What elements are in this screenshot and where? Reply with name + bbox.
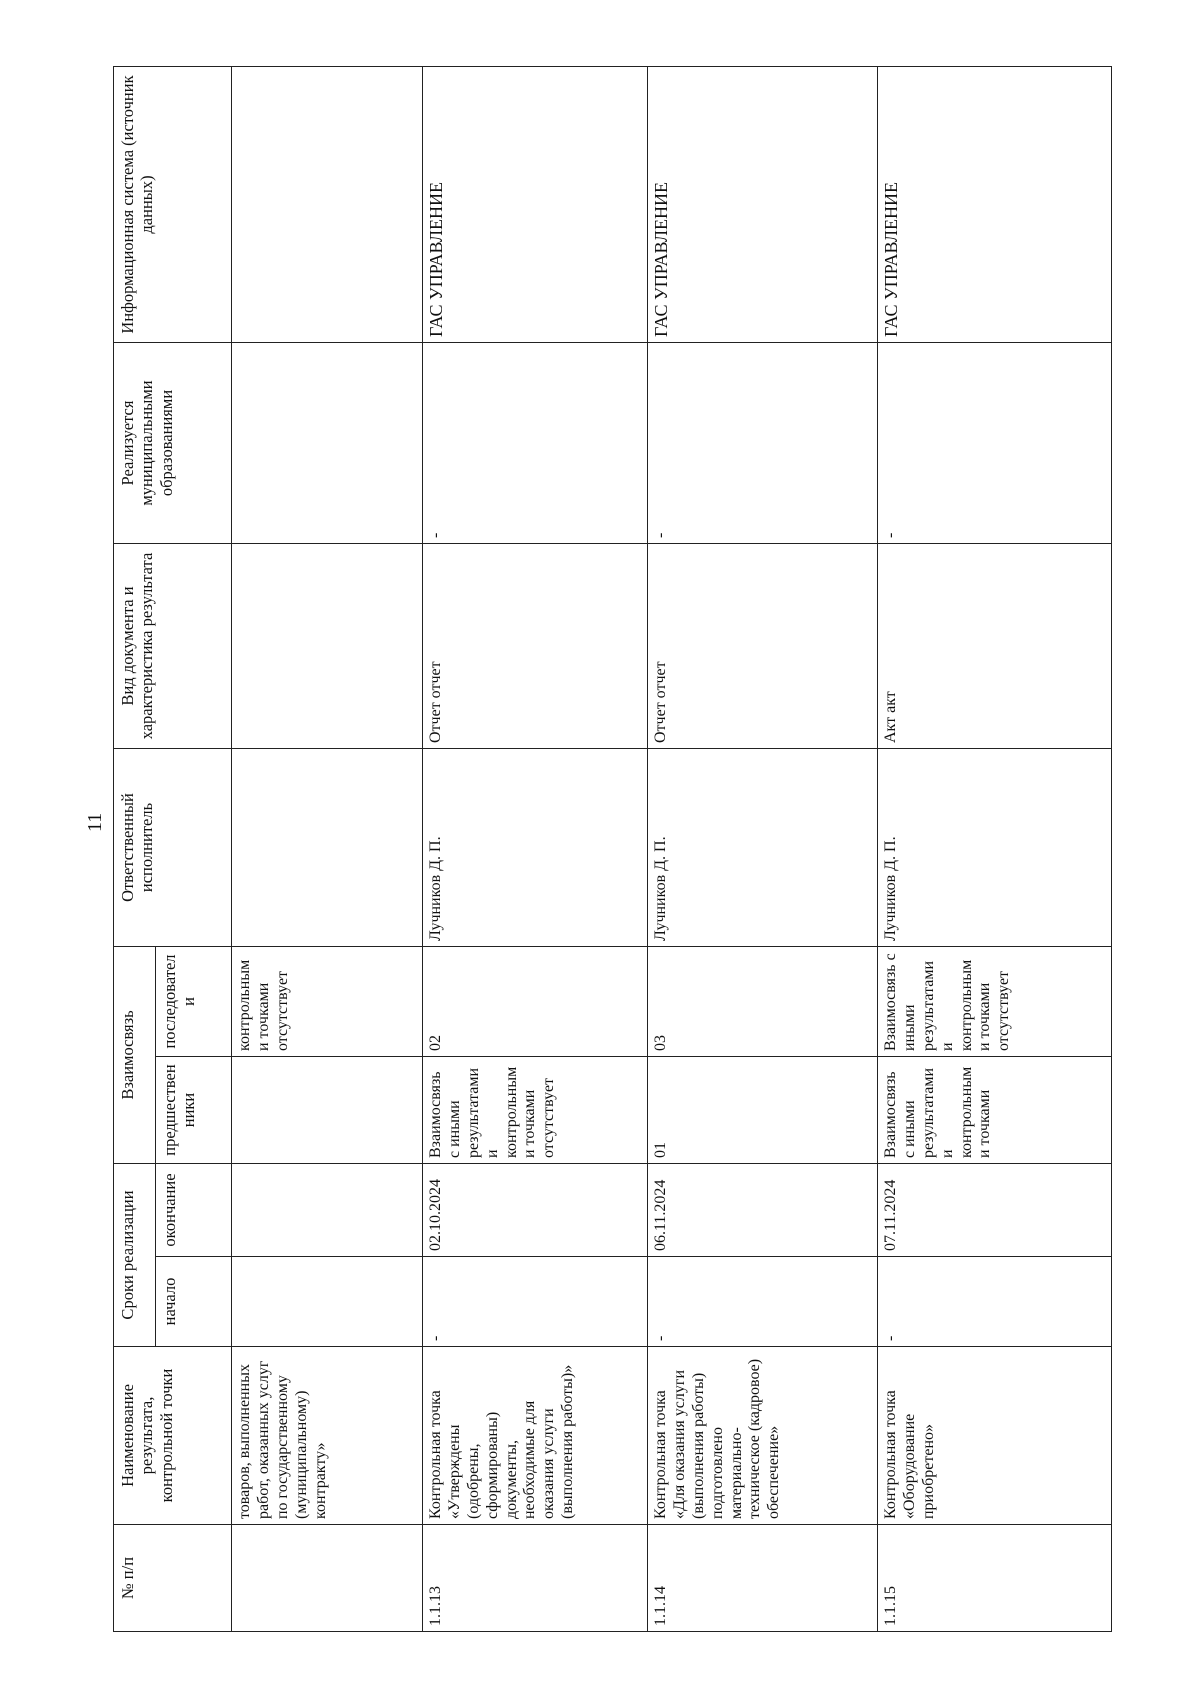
row-num: 1.1.13	[423, 1525, 648, 1632]
row-start: -	[423, 1257, 648, 1347]
row-municipal: -	[648, 343, 878, 544]
table-row	[423, 67, 648, 1632]
row-system: ГАС УПРАВЛЕНИЕ	[878, 67, 1112, 343]
row-predecessors	[232, 1057, 423, 1164]
row-successors: контрольными точками отсутствует	[232, 947, 423, 1057]
row-doc: Отчет отчет	[648, 544, 878, 749]
row-doc: Отчет отчет	[423, 544, 648, 749]
row-num: 1.1.15	[878, 1525, 1112, 1632]
page-number: 11	[84, 812, 106, 832]
row-executor: Лучников Д. П.	[423, 749, 648, 947]
header-successors: последователи	[156, 947, 232, 1057]
row-doc	[232, 544, 423, 749]
table-row	[648, 67, 878, 1632]
header-predecessors: предшественники	[156, 1057, 232, 1164]
header-doc: Вид документа и характеристика результата	[114, 544, 232, 749]
header-start: начало	[156, 1257, 232, 1347]
row-name: Контрольная точка «Утверждены (одобрены, сформированы) документы, необходимые для оказания услуги (выполнения работы)»	[423, 1347, 648, 1525]
row-start: -	[648, 1257, 878, 1347]
row-end: 07.11.2024	[878, 1164, 1112, 1257]
rotated-table-container	[113, 67, 1111, 1632]
row-successors: 03	[648, 947, 878, 1057]
row-end: 02.10.2024	[423, 1164, 648, 1257]
plan-table	[113, 66, 1112, 1632]
row-end	[232, 1164, 423, 1257]
header-end: окончание	[156, 1164, 232, 1257]
row-executor	[232, 749, 423, 947]
row-municipal: -	[878, 343, 1112, 544]
header-links: Взаимосвязь	[114, 947, 156, 1164]
row-num: 1.1.14	[648, 1525, 878, 1632]
row-end: 06.11.2024	[648, 1164, 878, 1257]
header-municipal: Реализуется муниципальными образованиями	[114, 343, 232, 544]
row-system: ГАС УПРАВЛЕНИЕ	[423, 67, 648, 343]
row-successors: 02	[423, 947, 648, 1057]
row-municipal	[232, 343, 423, 544]
row-executor: Лучников Д. П.	[878, 749, 1112, 947]
row-name: Контрольная точка «Для оказания услуги (выполнения работы) подготовлено материально-техническое (кадровое) обеспечение»	[648, 1347, 878, 1525]
header-system: Информационная система (источник данных)	[114, 67, 232, 343]
header-executor: Ответственный исполнитель	[114, 749, 232, 947]
row-predecessors: 01	[648, 1057, 878, 1164]
row-predecessors: Взаимосвязь с иными результатами и контрольными точками	[878, 1057, 1112, 1164]
row-municipal: -	[423, 343, 648, 544]
header-name: Наименование результата, контрольной точки	[114, 1347, 232, 1525]
row-doc: Акт акт	[878, 544, 1112, 749]
row-start: -	[878, 1257, 1112, 1347]
row-name: Контрольная точка «Оборудование приобретено»	[878, 1347, 1112, 1525]
row-start	[232, 1257, 423, 1347]
table-row	[232, 67, 423, 1632]
table-row	[878, 67, 1112, 1632]
row-name: товаров, выполненных работ, оказанных услуг по государственному (муниципальному) контракту»	[232, 1347, 423, 1525]
header-num: № п/п	[114, 1525, 232, 1632]
row-num	[232, 1525, 423, 1632]
row-system	[232, 67, 423, 343]
row-system: ГАС УПРАВЛЕНИЕ	[648, 67, 878, 343]
row-executor: Лучников Д. П.	[648, 749, 878, 947]
header-dates: Сроки реализации	[114, 1164, 156, 1347]
row-predecessors: Взаимосвязь с иными результатами и контрольными точками отсутствует	[423, 1057, 648, 1164]
row-successors: Взаимосвязь с иными результатами и контрольными точками отсутствует	[878, 947, 1112, 1057]
